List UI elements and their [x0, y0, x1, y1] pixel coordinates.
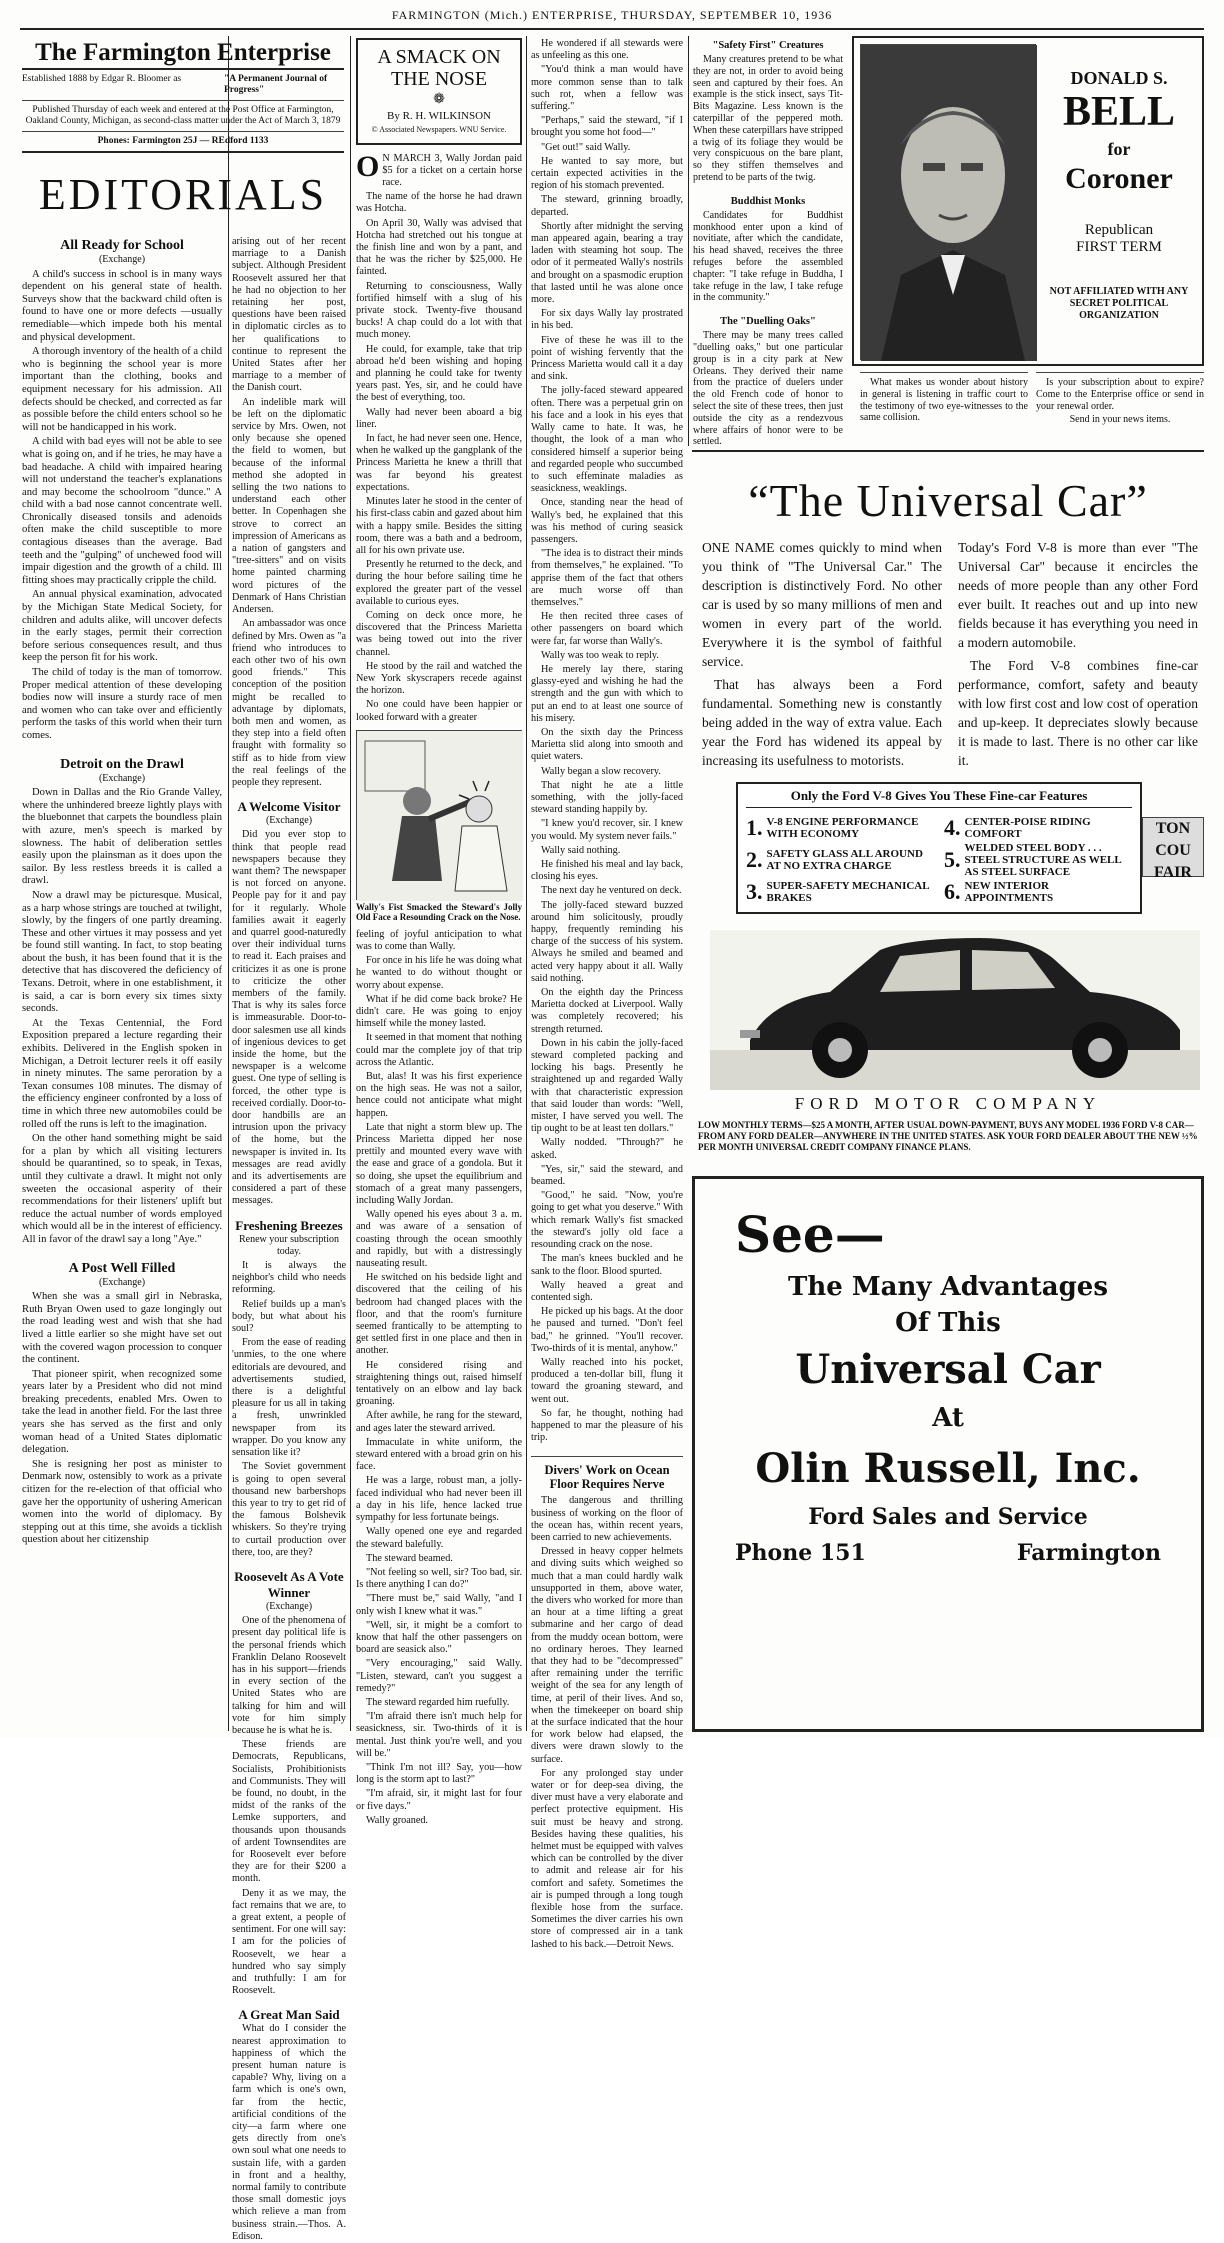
paragraph: He could, for example, take that trip abroad he'd been wishing and hoping and planning he could take for twenty years past. Yes, sir, and he could have the best of everything, too. [356, 343, 522, 404]
paragraph: Wally heaved a great and contented sigh. [531, 1279, 683, 1303]
dealer-name: Olin Russell, Inc. [755, 1445, 1141, 1492]
dealer-line-2: Of This [895, 1308, 1001, 1338]
article-title: Buddhist Monks [730, 195, 806, 207]
bell-campaign-ad [852, 36, 1204, 366]
paragraph: Wally said nothing. [541, 844, 621, 856]
fair-sign-text: TON COU FAIR [1154, 820, 1192, 881]
paragraph: Relief builds up a man's body, but what about his soul? [232, 1298, 346, 1335]
paragraph: "I'm afraid there isn't much help for seasickness, sir. Two-thirds of it is mental. Just think you're well, and you will be." [356, 1711, 522, 1759]
paragraph: That pioneer spirit, when recognized some years later by a President who did not mind breaking precedents, enabled Mrs. Owen to take the lead in another field. For the last three years she has served as the first and only woman head of a United States diplomatic delegation. [22, 1368, 222, 1456]
portrait-art [861, 45, 1037, 361]
paragraph: That has always been a Ford fundamental. Something new is constantly being added in the way of extra value. Each year the Ford has widened its appeal by increasing its usefulness to motorists. [702, 677, 942, 768]
paragraph: "Not feeling so well, sir? Too bad, sir. Is there anything I can do?" [356, 1566, 522, 1591]
article-source: (Exchange) [98, 772, 146, 784]
ford-ad-title: “The Universal Car” [748, 475, 1148, 526]
paragraph: On April 30, Wally was advised that Hotcha had stretched out his tongue at the finish line and won by a pant, and that he was the richer by $25,000. He fainted. [356, 217, 522, 278]
paragraph: "I'm afraid, sir, it might last for four or five days." [356, 1788, 522, 1812]
paragraph: The child of today is the man of tomorrow. Proper medical attention of these developing bodies now will insure a sturdy race of men and women who can take over and efficiently perform the tasks of this world when their turn comes. [22, 667, 222, 741]
paragraph: It seemed in that moment that nothing could mar the complete joy of that trip across the Atlantic. [356, 1032, 522, 1068]
candidate-surname: BELL [1062, 89, 1176, 135]
paragraph: For once in his life he was doing what he wanted to do without thought or worry about expense. [356, 955, 522, 991]
paragraph: The steward beamed. [366, 1552, 453, 1564]
feature-item [746, 844, 934, 876]
candidate-portrait [860, 44, 1036, 360]
ford-car-art [710, 930, 1200, 1090]
article-title: Detroit on the Drawl [60, 756, 184, 772]
paragraph: Presently he returned to the deck, and during the hour before sailing time he explored the greater part of the vessel available to curious eyes. [356, 559, 522, 607]
paragraph: Candidates for Buddhist monkhood enter upon a kind of novitiate, after which the candidate, his head shaved, receives the three refuges before the assembled chapter: "I take refuge in Buddha, I take refuge in the law, I take refuge in the community." [693, 209, 843, 304]
paragraph: feeling of joyful anticipation to what was to come than Wally. [356, 928, 522, 952]
paragraph: He then recited three cases of other passengers on board which were far, far worse than Wally's. [531, 611, 683, 647]
drop-cap: O [356, 149, 380, 183]
paragraph: Wally opened his eyes about 3 a. m. and was aware of a sensation of coasting through the ocean smoothly and rapidly, but with a distressingly nauseating result. [356, 1209, 522, 1270]
feature-number: 5. [944, 847, 961, 872]
article-title: Divers' Work on Ocean Floor Requires Nerve [531, 1456, 683, 1491]
masthead-title: The Farmington Enterprise [22, 38, 344, 70]
paragraph: The Soviet government is going to open several thousand new barbershops this year to try to get rid of the famous Bolshevik whiskers. So they're trying to curtail production over there, too, are they? [232, 1461, 346, 1558]
paragraph: "Think I'm not ill? Say, you—how long is the storm apt to last?" [356, 1761, 522, 1786]
feature-text: CENTER-POISE RIDING COMFORT [964, 816, 1091, 840]
column-1 [22, 232, 222, 1732]
column-2 [232, 236, 346, 2242]
paragraph: "You'd think a man would have more common sense than to talk such rot, when a fellow was suffering." [531, 64, 683, 113]
lead-text: N MARCH 3, Wally Jordan paid $5 for a ticket on a certain horse race. [382, 152, 522, 189]
column-rule [688, 36, 689, 446]
paragraph: The steward, grinning broadly, departed. [531, 194, 683, 218]
paragraph: In fact, he had never seen one. Hence, when he walked up the gangplank of the Princess Marietta he knew a thrill that was far beyond his greatest expectations. [356, 433, 522, 493]
paragraph: But, alas! It was his first experience on the high seas. He was not a sailor, hence could not anticipate what might happen. [356, 1070, 522, 1119]
paragraph: Down in Dallas and the Rio Grande Valley, where the unhindered breeze lightly plays with the bluebonnet that carpets the boundless plain with azure, men's speech is marked by slowness. The habit of deliberation settles easily upon the plainsman as it does upon the sailor. By less restless breeds it is called a drawl. [22, 787, 222, 887]
paragraph: "Yes, sir," said the steward, and beamed. [531, 1163, 683, 1188]
masthead-box [22, 38, 344, 153]
filler-item [860, 372, 1028, 444]
paragraph: That night he ate a little something, with the jolly-faced steward standing happily by. [531, 779, 683, 816]
ford-ad-copy-left [702, 538, 942, 770]
paragraph: Is your subscription about to expire? Come to the Enterprise office or send in your renewal order. [1036, 377, 1204, 412]
column-rule [350, 36, 351, 1731]
article-source: (Exchange) [98, 1276, 146, 1288]
feature-text: SUPER-SAFETY MECHANICAL BRAKES [766, 880, 929, 904]
paragraph: On the sixth day the Princess Marietta slid along into smooth and quiet waters. [531, 726, 683, 763]
candidate-text-block [1044, 68, 1194, 322]
dealer-line-3: Universal Car [795, 1346, 1101, 1393]
candidate-first-name: DONALD S. [1070, 68, 1168, 88]
features-box [736, 782, 1142, 914]
article-title: A Post Well Filled [68, 1260, 176, 1276]
dealer-service: Ford Sales and Service [808, 1504, 1088, 1530]
subscription-notice [1036, 372, 1204, 444]
dealer-line-1: The Many Advantages [788, 1272, 1108, 1302]
dealer-town: Farmington [1016, 1540, 1161, 1566]
paragraph: Five of these he was ill to the point of wishing fervently that the Princess Marietta would call it a day and sink. [531, 334, 683, 383]
paragraph: It is always the neighbor's child who needs reforming. [232, 1260, 346, 1296]
paragraph: The dangerous and thrilling business of working on the floor of the ocean has, within recent years, been carried to new achievements. [531, 1495, 683, 1543]
paragraph: At the Texas Centennial, the Ford Exposition prepared a lecture regarding their exhibits. Delivered in the English spoken in Michigan, a Detroit lecturer reels it off easily in ninety minutes. The same peroration by a Texan consumes 108 minutes. The dismay of the efficiency engineer confronted by a loss of time in which three new automobiles could be rolled off the runs is left to the imagination. [22, 1017, 222, 1130]
paragraph: Wally nodded. "Through?" he asked. [531, 1137, 683, 1161]
dealer-line-4: At [932, 1403, 964, 1433]
paragraph: When she was a small girl in Nebraska, Ruth Bryan Owen used to gaze longingly out the road leading west and wish that she had lived a little earlier so she might have set out with the covered wagon procession to conquer the continent. [22, 1291, 222, 1366]
feature-text: NEW INTERIOR APPOINTMENTS [964, 880, 1054, 904]
story-illustration [356, 730, 522, 900]
paragraph: The man's knees buckled and he sank to the floor. Blood spurted. [531, 1253, 683, 1277]
feature-item [746, 876, 934, 908]
fair-sign [1142, 817, 1204, 881]
feature-number: 1. [746, 815, 763, 840]
paragraph: He finished his meal and lay back, closing his eyes. [531, 859, 683, 883]
ford-ad-copy-right [958, 538, 1198, 770]
features-grid [746, 812, 1132, 908]
paragraph: "I knew you'd recover, sir. I knew you would. My system never fails." [531, 818, 683, 842]
party-label: Republican [1084, 222, 1154, 238]
see-heading: See— [735, 1205, 885, 1264]
paragraph: Wally began a slow recovery. [541, 765, 661, 777]
feature-number: 3. [746, 879, 763, 904]
paragraph: The steward regarded him ruefully. [366, 1696, 510, 1708]
feature-item [944, 812, 1132, 844]
paragraph: "There must be," said Wally, "and I only wish I knew what it was." [356, 1593, 522, 1617]
paragraph: He wanted to say more, but certain expected activities in the region of his stomach prevented. [531, 155, 683, 192]
terms-text: LOW MONTHLY TERMS—$25 A MONTH, AFTER USUAL DOWN-PAYMENT, BUYS ANY MODEL 1936 FORD V-8 CAR—FROM ANY FORD DEALER—ANYWHERE IN THE UNITED STATES. ASK YOUR FORD DEALER ABOUT THE NEW ½% PER MONTH UNIVERSAL CREDIT COMPANY FINANCE PLANS. [698, 1120, 1198, 1152]
paragraph: He wondered if all stewards were as unfeeling as this one. [531, 38, 683, 62]
feature-number: 6. [944, 879, 961, 904]
paragraph: Once, standing near the head of Wally's bed, he explained that this was his method of curing seasick passengers. [531, 497, 683, 545]
paragraph: After awhile, he rang for the steward, and ages later the steward arrived. [356, 1410, 522, 1434]
paragraph: Returning to consciousness, Wally fortified himself with a slug of his private stock. Twenty-five thousand bucks! A chap could do a lot with that much money. [356, 280, 522, 341]
paragraph: What if he did come back broke? He didn't care. He was going to enjoy himself while the money lasted. [356, 993, 522, 1030]
paragraph: An annual physical examination, advocated by the Michigan State Medical Society, for children and adults alike, will uncover defects in the early stages, permit their correction before serious consequences result, and thus keep the person fit for his work. [22, 589, 222, 664]
story-byline: By R. H. WILKINSON [387, 110, 491, 123]
paragraph: One of the phenomena of present day political life is the personal friends which Franklin Delano Roosevelt has in his support—friends in every section of the United States who are talking for him and will vote for him simply because he is what he is. [232, 1615, 346, 1736]
illustration-art [357, 731, 523, 901]
paragraph: "The idea is to distract their minds from themselves," he explained. "To apprise them of the fact that others are much worse off than themselves." [531, 548, 683, 608]
paragraph: What makes us wonder about history in general is listening in traffic court to the testimony of two eye-witnesses to the same collision. [860, 377, 1028, 424]
paragraph: A child with bad eyes will not be able to see what is going on, and if he tries, he may have a bad headache. A child with impaired hearing will not understand the teacher's explanations and may become the schoolroom "dunce." A child with a bad nose cannot concentrate well. Chronically diseased tonsils and adenoids often make the child susceptible to more contagious diseases than the average. Bad teeth and the "gulping" of unchewed food will impair digestion and the growth of a child. Ill fitting shoes may practically cripple the child. [22, 436, 222, 586]
column-4 [531, 38, 683, 1950]
term-label: FIRST TERM [1076, 239, 1162, 255]
article-title: "Safety First" Creatures [712, 40, 824, 51]
paragraph: Wally opened one eye and regarded the steward balefully. [356, 1526, 522, 1550]
article-source: (Exchange) [265, 815, 313, 827]
article-title: Freshening Breezes [235, 1217, 343, 1233]
phones-line: Phones: Farmington 25J — REdford 1133 [97, 136, 269, 146]
paragraph: "Very encouraging," said Wally. "Listen, steward, can't you suggest a remedy?" [356, 1658, 522, 1694]
feature-text: SAFETY GLASS ALL AROUND AT NO EXTRA CHARGE [766, 848, 923, 872]
paragraph: Shortly after midnight the serving man appeared again, bearing a tray laden with steaming hot soup. The odor of it permeated Wally's nostrils and brought on a spasmodic eruption that lasted until he was alone once more. [531, 220, 683, 306]
feature-number: 2. [746, 847, 763, 872]
paragraph: He switched on his bedside light and discovered that the ceiling of his bedroom had changed places with the floor, and that the room's furniture seemed frantically to be attempting to get settled first in one place and then in another. [356, 1272, 522, 1357]
paragraph: Late that night a storm blew up. The Princess Marietta dipped her nose prettily and mounted every wave with the ease and grace of a gondola. But it so doing, she upset the equilibrium and stomach of a great many passengers, including Wally Jordan. [356, 1121, 522, 1207]
paragraph: "Good," he said. "Now, you're going to get what you deserve." With which remark Wally's fist smacked the steward's jolly old face a resounding crack on the nose. [531, 1190, 683, 1251]
running-head: FARMINGTON (Mich.) ENTERPRISE, THURSDAY, SEPTEMBER 10, 1936 [391, 8, 833, 22]
paragraph: He merely lay there, staring glassy-eyed and wishing he had the strength and the gun with which to put an end to at least one source of his misery. [531, 663, 683, 724]
ford-company-footer [692, 1094, 1204, 1153]
paragraph: An indelible mark will be left on the diplomatic service by Mrs. Owen, not only because she opened the field to women, but because of the informal method she adopted in selling the two nations to understand each other better. In Copenhagen she strove to correct an impression of Americans as a nation of gangsters and "tree-sitters" and on visits home painted charming word pictures of the Denmark of Hans Christian Andersen. [232, 396, 346, 616]
for-label: for [1107, 139, 1131, 159]
column-5 [693, 38, 843, 446]
article-title: A Great Man Said [238, 2007, 340, 2023]
story-title: A SMACK ON THE NOSE [377, 46, 501, 90]
article-title: The "Duelling Oaks" [720, 316, 816, 328]
article-title: Roosevelt As A Vote Winner [234, 1568, 344, 1600]
paragraph: He considered rising and straightening things out, raised himself tentatively on an elbow and lay back groaning. [356, 1359, 522, 1408]
article-source: (Exchange) [265, 1600, 313, 1612]
paragraph: Deny it as we may, the fact remains that we are, to a great extent, a people of sentiment. For one will say: I am for the policies of Roosevelt, we hear a hundred who say simply and truthfully: I am for Roosevelt. [232, 1887, 346, 1997]
paragraph: He picked up his bags. At the door he paused and turned. "Don't feel bad," he grinned. "You'll recover. Two-thirds of it is mental, anyhow." [531, 1306, 683, 1354]
illustration-caption: Wally's Fist Smacked the Steward's Jolly Old Face a Resounding Crack on the Nose. [356, 901, 522, 923]
column-3 [356, 38, 522, 1826]
paragraph: The name of the horse he had drawn was Hotcha. [356, 191, 522, 215]
paragraph: "Well, sir, it might be a comfort to know that half the other passengers on board are seasick also." [356, 1619, 522, 1656]
paragraph: These friends are Democrats, Republicans, Socialists, Prohibitionists and Communists. They will be found, no doubt, in the midst of the ranks of the Lemke supporters, and thousands upon thousands of ardent Townsendites are for Roosevelt ever before they are for their $200 a month. [232, 1739, 346, 1885]
feature-item [944, 876, 1132, 908]
masthead-established-row [22, 74, 344, 101]
feature-item [746, 812, 934, 844]
article-title: A Welcome Visitor [237, 799, 341, 815]
paragraph: ONE NAME comes quickly to mind when you think of "The Universal Car." The description is distinctively Ford. No other car is used by so many millions of men and women in every part of the world. Everywhere it is the symbol of faithful service. [702, 540, 942, 669]
article-source: (Exchange) [98, 254, 146, 265]
paragraph: For six days Wally lay prostrated in his bed. [531, 308, 683, 332]
published-line: Published Thursday of each week and entered at the Post Office at Farmington, Oakland County, Michigan, as second-class matter under the Act of March 3, 1879 [22, 105, 344, 132]
paragraph: An ambassador was once defined by Mrs. Owen as "a friend who introduces to each other two of his own good friends." This conception of the position might be recalled to advantage by diplomats, both men and women, as they step into a field often fraught with formality so stiff as to hide from view the real feelings of the people they represent. [232, 618, 346, 788]
dealer-contact-row [695, 1540, 1201, 1566]
article-subtitle: Renew your subscription today. [239, 1233, 339, 1257]
paragraph: She is resigning her post as minister to Denmark now, ostensibly to work as a private citizen for the re-election of that official who gave her the opportunity of ushering American women into the world of diplomacy. By stepping out at this time, she avoids a ticklish question about her citizenship [22, 1458, 222, 1546]
paragraph: Today's Ford V-8 is more than ever "The Universal Car" because it encircles the needs of more people than any other Ford ever built. It reaches out and up into new fields because it has everything you need in a modern automobile. [958, 540, 1198, 650]
page-top-rule [20, 28, 1204, 30]
paragraph: Now a drawl may be picturesque. Musical, as a harp whose strings are touched at twilight, slowly, by the fingers of one partly dreaming. These and other virtues it may possess and yet be found still wanting. In fact, to stop beating about the bush, it has been found that it is the detective that has discovered the deficiency of Texans. Detroit, where in one establishment, it is said, a car is born every six times sixty seconds. [22, 889, 222, 1015]
paragraph: He stood by the rail and watched the New York skyscrapers recede against the horizon. [356, 660, 522, 697]
paragraph: The next day he ventured on deck. [541, 885, 682, 897]
ford-car-picture [710, 930, 1200, 1090]
dealer-phone: Phone 151 [735, 1540, 866, 1566]
paragraph: Many creatures pretend to be what they are not, in order to avoid being seen and captured by their foes. An example is the stick insect, says Tit-Bits Magazine. Less known is the caterpillar of the peppered moth. When these caterpillars have stripped a twig of its foliage they would be very conspicuous on the bare plant, so they stiffen themselves and pretend to be parts of the twig. [693, 54, 843, 183]
affiliation-note: NOT AFFILIATED WITH ANY SECRET POLITICAL ORGANIZATION [1049, 286, 1189, 321]
paragraph: For any prolonged stay under water or for deep-sea diving, the diver must have a very elaborate and perfect protective equipment. His suit must be heavy and strong. Besides having these qualities, his helmet must be equipped with valves which can be controlled by the diver to admit and release air for his comfort and safety. Sometimes the air is pumped through a long tough flexible hose from the surface. Sometimes the diver carries his own store of compressed air in a tank lashed to his back.—Detroit News. [531, 1767, 683, 1950]
story-header-box [356, 38, 522, 145]
paragraph: From the ease of reading 'unmies, to the one where editorials are devoured, and advertisements studied, there is a delightful pleasure for us all in taking a fresh, unwrinkled newspaper from its wrapper. Do you know any sensation like it? [232, 1337, 346, 1459]
paragraph: A child's success in school is in many ways dependent on his general state of health. Surveys show that the backward child often is found to have one or more defects —usually remediable—which impede both his mental and physical development. [22, 268, 222, 343]
established-line: Established 1888 by Edgar R. Bloomer as [22, 74, 182, 84]
story-credit: © Associated Newspapers. WNU Service. [371, 125, 507, 135]
paragraph: Wally had never been aboard a big liner. [356, 406, 522, 430]
features-title: Only the Ford V-8 Gives You These Fine-car Features [746, 788, 1132, 808]
paragraph: Immaculate in white uniform, the steward entered with a broad grin on his face. [356, 1436, 522, 1473]
paragraph: A thorough inventory of the health of a child who is beginning the school year is more important than the clothing, books and equipment necessary for his admission. All defects should be checked, and corrected as far as possible before the child enters school so he will not be handicapped in his work. [22, 346, 222, 433]
feature-text: WELDED STEEL BODY . . . STEEL STRUCTURE AS WELL AS STEEL SURFACE [964, 842, 1122, 878]
office-label: Coroner [1065, 162, 1173, 195]
paragraph: The Ford V-8 combines fine-car performance, comfort, safety and beauty with low first cost and low cost of operation and up-keep. It depreciates slowly because it is made to last. There is no other car like it. [958, 658, 1198, 768]
column-rule [526, 36, 527, 1731]
feature-number: 4. [944, 815, 961, 840]
editorials-banner: EDITORIALS [38, 170, 328, 219]
paragraph: No one could have been happier or looked forward with a greater [356, 699, 522, 723]
paragraph: arising out of her recent marriage to a Danish subject. Although President Roosevelt assured her that he had no objection to her retaining her post, questions have been raised in diplomatic circles as to her qualifications to continue to represent the United States after her marriage to a member of the Danish court. [232, 236, 346, 394]
paragraph: Did you ever stop to think that people read newspapers because they want them? The newspaper is not forced on anyone. People pay for it and pay for it regularly. Whole families await it eagerly and quarrel good-naturedly over their individual turns to read it. Each praises and criticizes it as one is prone to criticize the other members of the family. That is why its sales force is immeasurable. Door-to-door salesmen use all kinds of ingenious devices to get inside the home, but the newspaper is a welcome guest. One type of selling is forced, the other type is received cordially. Door-to-door handbills are an intrusion upon the privacy of the home, but the newspaper is invited in. Its messages are read avidly and its advertisements are considered a part of these messages. [232, 829, 346, 1207]
paragraph: "Get out!" said Wally. [541, 141, 631, 153]
paragraph: He was a large, robust man, a jolly-faced individual who had never been ill a day in his life, hence lacked true sympathy for less fortunate beings. [356, 1475, 522, 1524]
paragraph: Down in his cabin the jolly-faced steward completed packing and locking his bags. Presently he straightened up and regarded Wally with that characteristic expression that said louder than words: "Well, mister, I have served you well. The tip ought to be at least ten dollars." [531, 1037, 683, 1135]
paragraph: So far, he thought, nothing had happened to mar the pleasure of his trip. [531, 1407, 683, 1444]
paragraph: On the other hand something might be said for a plan by which all visiting lecturers should be quarantined, so to speak, in Texas, until they cultivate a drawl. It might not only sweeten the occasional asperity of their recommendations for their listeners' uplift but reduce the actual number of words employed which would all be in the interest of efficiency. All in favor of the drawl say a long "Aye." [22, 1133, 222, 1245]
paragraph: On the eighth day the Princess Marietta docked at Liverpool. Wally was completely recovered; his strength returned. [531, 987, 683, 1035]
paragraph: Wally was too weak to reply. [541, 649, 659, 661]
paragraph: There may be many trees called "duelling oaks," but one particular group is in a city park at New Orleans. They derived their name from the practice of duelers under the old French code of honor to select the site of these trees, then just outside the city as a rendezvous where affairs of honor were to be settled. [693, 330, 843, 448]
company-name: FORD MOTOR COMPANY [794, 1094, 1102, 1113]
paragraph: "Perhaps," said the steward, "if I brought you some hot food—" [531, 115, 683, 139]
paragraph: The jolly-faced steward buzzed around him solicitously, proudly happy, frequently reminding his charge of the success of his system. Always he smiled and beamed and acted very happy about it all. Wally said nothing. [531, 899, 683, 984]
paragraph [356, 149, 522, 190]
paragraph: Send in your news items. [1069, 414, 1171, 426]
column-rule [228, 36, 229, 1731]
paragraph: Coming on deck once more, he discovered that the Princess Marietta was being towed out into the river channel. [356, 609, 522, 658]
ornament-icon: ❁ [433, 92, 445, 107]
paragraph: Dressed in heavy copper helmets and diving suits which weighed so much that a man could hardly walk unsupported in them, above water, the divers who worked for more than an hour at a time lifting a great submarine and her cargo of dead from the muddy ocean bottom, were no ordinary heroes. They learned that they had to be "decompressed" after remaining under the terrific weight of the sea for any length of time, at peril of their lives. And so, when the timekeeper on board ship at the surface indicated that the hour for work below had elapsed, the divers were drawn slowly to the surface. [531, 1546, 683, 1765]
paragraph: Wally groaned. [366, 1814, 428, 1826]
article-title: All Ready for School [60, 238, 184, 253]
paragraph: What do I consider the nearest approximation to happiness of which the present human nature is capable? Why, living on a farm which is one's own, far from the hectic, artificial conditions of the city—a farm where one gets directly from one's own soul what one needs to sustain life, with a garden in front and a healthy, normal family to contribute those small domestic joys which relieve a man from business strain.—Thos. A. Edison. [232, 2023, 346, 2242]
feature-text: V-8 ENGINE PERFORMANCE WITH ECONOMY [766, 816, 919, 840]
paragraph: Wally reached into his pocket, produced a ten-dollar bill, flung it toward the groaning steward, and went out. [531, 1356, 683, 1405]
feature-item [944, 844, 1132, 876]
paragraph: Minutes later he stood in the center of his first-class cabin and gazed about him with a happy smile. Besides the sitting room, there was a bath and a bedroom, all for his own private use. [356, 496, 522, 556]
olin-russell-dealer-ad [692, 1176, 1204, 1732]
masthead-motto: "A Permanent Journal of Progress" [224, 74, 328, 95]
paragraph: The jolly-faced steward appeared often. There was a perpetual grin on his face and a look in his eyes that Wally came to hate. It was, he thought, the look of a man who considered himself a superior being and regarded people who succumbed to such effeminate maladies as seasickness, weaklings. [531, 385, 683, 495]
